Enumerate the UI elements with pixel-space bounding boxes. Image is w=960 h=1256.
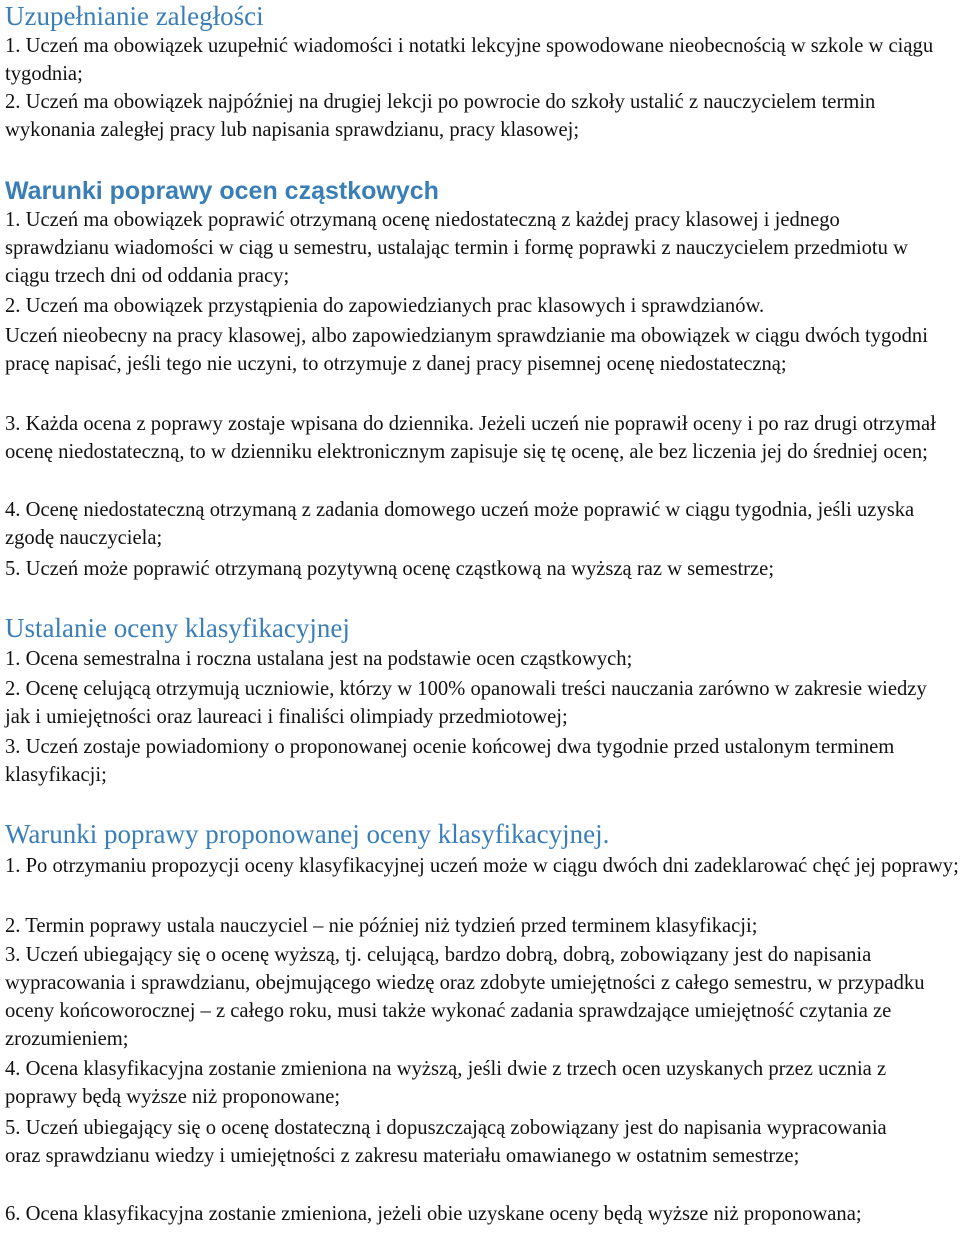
section-heading-warunki-poprawy-ocen: Warunki poprawy ocen cząstkowych bbox=[5, 177, 439, 205]
list-item: 5. Uczeń może poprawić otrzymaną pozytywną ocenę cząstkową na wyższą raz w semestrze; bbox=[5, 558, 775, 580]
list-item: 3. Każda ocena z poprawy zostaje wpisana do dziennika. Jeżeli uczeń nie poprawił oceny i po raz drugi otrzymał ocenę niedostateczną, to w dzienniku elektronicznym zapisuje się tę ocenę, ale bez liczenia jej do średniej ocen; bbox=[5, 413, 936, 463]
section-heading-ustalanie-oceny: Ustalanie oceny klasyfikacyjnej bbox=[5, 613, 350, 643]
section-heading-uzupelnianie: Uzupełnianie zaległości bbox=[5, 1, 264, 31]
list-item: 2. Uczeń ma obowiązek przystąpienia do zapowiedzianych prac klasowych i sprawdzianów. bbox=[5, 295, 765, 317]
list-item: 4. Ocenę niedostateczną otrzymaną z zadania domowego uczeń może poprawić w ciągu tygodnia, jeśli uzyska zgodę nauczyciela; bbox=[5, 499, 915, 549]
list-item: 5. Uczeń ubiegający się o ocenę dostateczną i dopuszczającą zobowiązany jest do napisania wypracowania oraz sprawdzianu wiedzy i umiejętności z zakresu materiału omawianego w ostatnim semestrze; bbox=[5, 1117, 887, 1167]
list-item: 3. Uczeń ubiegający się o ocenę wyższą, tj. celującą, bardzo dobrą, dobrą, zobowiązany jest do napisania wypracowania i sprawdzianu, obejmującego wiedzę oraz zdobyte umiejętności z całego semestru, w przypadku oceny końcoworocznej – z całego roku, musi także wykonać zadania sprawdzające umiejętność czytania ze zrozumieniem; bbox=[5, 944, 925, 1050]
list-item: 2. Ocenę celującą otrzymują uczniowie, którzy w 100% opanowali treści nauczania zarówno w zakresie wiedzy jak i umiejętności oraz laureaci i finaliści olimpiady przedmiotowej; bbox=[5, 678, 927, 728]
list-item: 6. Ocena klasyfikacyjna zostanie zmieniona, jeżeli obie uzyskane oceny będą wyższe niż proponowana; bbox=[5, 1203, 862, 1225]
list-item: 1. Ocena semestralna i roczna ustalana jest na podstawie ocen cząstkowych; bbox=[5, 648, 633, 670]
list-item: 1. Uczeń ma obowiązek poprawić otrzymaną ocenę niedostateczną z każdej pracy klasowej i jednego sprawdzianu wiadomości w ciąg u semestru, ustalając termin i formę poprawki z nauczycielem przedmiotu w ciągu trzech dni od oddania pracy; bbox=[5, 209, 908, 287]
list-item: 1. Po otrzymaniu propozycji oceny klasyfikacyjnej uczeń może w ciągu dwóch dni zadeklarować chęć jej poprawy; bbox=[5, 855, 959, 877]
list-item: Uczeń nieobecny na pracy klasowej, albo zapowiedzianym sprawdzianie ma obowiązek w ciągu dwóch tygodni pracę napisać, jeśli tego nie uczyni, to otrzymuje z danej pracy pisemnej ocenę niedostateczną; bbox=[5, 325, 928, 375]
list-item: 2. Termin poprawy ustala nauczyciel – nie później niż tydzień przed terminem klasyfikacji; bbox=[5, 915, 758, 937]
list-item: 4. Ocena klasyfikacyjna zostanie zmieniona na wyższą, jeśli dwie z trzech ocen uzyskanych przez ucznia z poprawy będą wyższe niż proponowane; bbox=[5, 1058, 887, 1108]
list-item: 3. Uczeń zostaje powiadomiony o proponowanej ocenie końcowej dwa tygodnie przed ustalonym terminem klasyfikacji; bbox=[5, 736, 895, 786]
list-item: 1. Uczeń ma obowiązek uzupełnić wiadomości i notatki lekcyjne spowodowane nieobecnością w szkole w ciągu tygodnia; bbox=[5, 35, 934, 85]
list-item: 2. Uczeń ma obowiązek najpóźniej na drugiej lekcji po powrocie do szkoły ustalić z nauczycielem termin wykonania zaległej pracy lub napisania sprawdzianu, pracy klasowej; bbox=[5, 91, 876, 141]
section-heading-warunki-poprawy-proponowanej: Warunki poprawy proponowanej oceny klasyfikacyjnej. bbox=[5, 819, 610, 849]
